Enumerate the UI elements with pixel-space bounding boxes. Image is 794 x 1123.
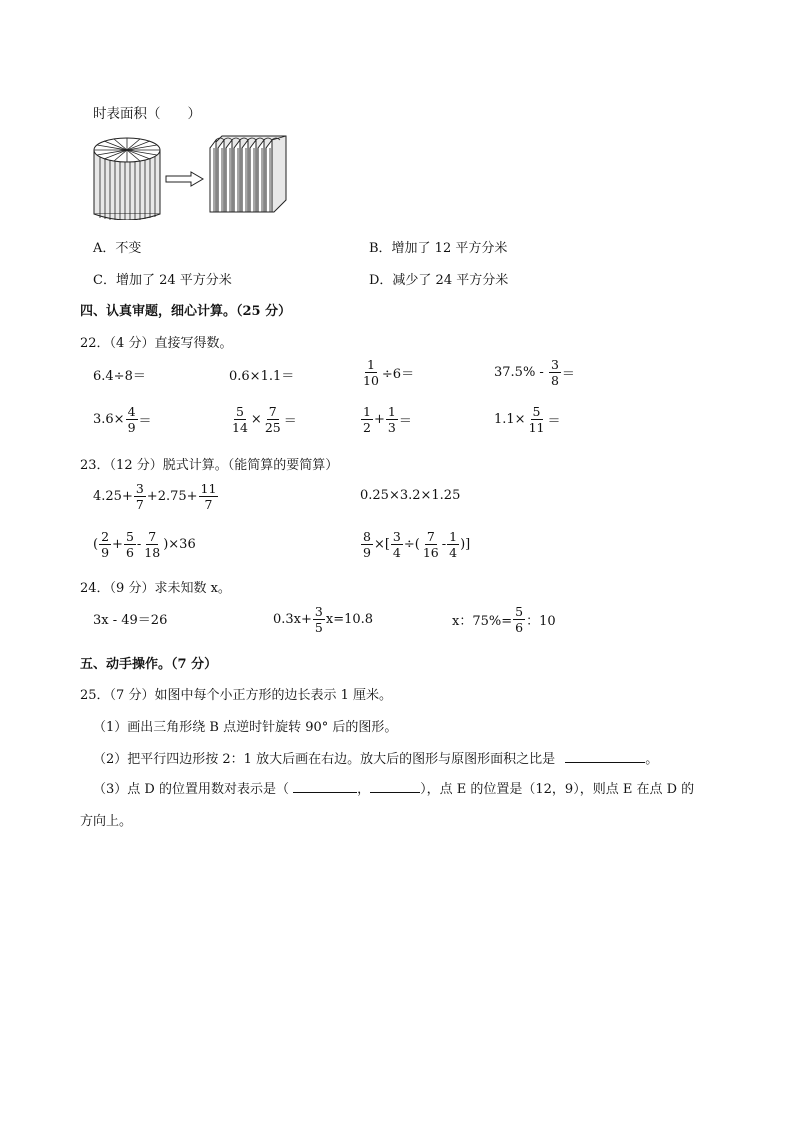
fraction: $\frac{3}{8}$ [550, 357, 559, 389]
q22-item-6: $\frac{5}{14}$ × $\frac{7}{25}$ ＝ [232, 404, 297, 436]
q23-expr-2: 0.25×3.2×1.25 [360, 488, 461, 503]
q23-expr-4: $\frac{8}{9}$ ×[ $\frac{3}{4}$ ÷( $\frac{7}{16}$ - $\frac{1}{4}$ )] [363, 529, 471, 561]
q24-title: 24．（9 分）求未知数 x。 [80, 581, 231, 596]
option-b: B．增加了 12 平方分米 [369, 241, 508, 256]
q22-item-4: 37.5% - $\frac{3}{8}$ ＝ [494, 357, 575, 389]
fraction: $\frac{1}{4}$ [449, 529, 458, 561]
answer-blank[interactable] [565, 750, 645, 763]
section5-title: 五、动手操作。（7 分） [80, 657, 218, 672]
q22-item-7: $\frac{1}{2}$ + $\frac{1}{3}$ ＝ [363, 404, 412, 436]
fraction: $\frac{5}{6}$ [125, 529, 134, 561]
fraction: $\frac{7}{25}$ [264, 404, 281, 436]
answer-blank[interactable] [370, 780, 420, 793]
fraction: $\frac{3}{5}$ [314, 604, 323, 636]
q21-stem-tail: 时表面积（ ） [93, 106, 201, 122]
q25-part-3-cont: 方向上。 [80, 814, 133, 829]
q25-part-2: （2）把平行四边形按 2：1 放大后画在右边。放大后的图形与原图形面积之比是 。 [93, 752, 659, 767]
q23-expr-3: ( $\frac{2}{9}$ + $\frac{5}{6}$ - $\frac{7}{18}$ )×36 [93, 529, 196, 561]
q22-item-5: 3.6× $\frac{4}{9}$ ＝ [93, 404, 152, 436]
fraction: $\frac{5}{6}$ [515, 604, 524, 636]
q22-title: 22．（4 分）直接写得数。 [80, 336, 233, 351]
cylinder-figure [92, 134, 164, 220]
fraction: $\frac{1}{2}$ [363, 404, 371, 436]
fraction: $\frac{1}{10}$ [363, 357, 379, 389]
q24-eq-3: x：75%= $\frac{5}{6}$ ：10 [452, 604, 556, 636]
q25-title: 25．（7 分）如图中每个小正方形的边长表示 1 厘米。 [80, 688, 392, 703]
cuboid-figure [206, 134, 290, 216]
q22-item-1: 6.4÷8＝ [93, 369, 146, 384]
arrow-right-icon [165, 170, 205, 188]
fraction: $\frac{5}{14}$ [232, 404, 248, 436]
fraction: $\frac{8}{9}$ [363, 529, 371, 561]
q23-title: 23．（12 分）脱式计算。（能简算的要简算） [80, 458, 339, 473]
q24-eq-1: 3x - 49＝26 [93, 613, 168, 628]
section4-title: 四、认真审题，细心计算。（25 分） [80, 304, 292, 319]
fraction: $\frac{7}{18}$ [144, 529, 161, 561]
option-a: A．不变 [93, 241, 142, 256]
fraction: $\frac{3}{7}$ [135, 481, 144, 513]
fraction: $\frac{3}{4}$ [392, 529, 401, 561]
q22-item-2: 0.6×1.1＝ [229, 369, 295, 384]
answer-blank[interactable] [293, 780, 357, 793]
q25-part-3: （3）点 D 的位置用数对表示是（ ， ），点 E 的位置是（12，9），则点 E 在点 D 的 [93, 782, 695, 797]
q23-expr-1: 4.25+ $\frac{3}{7}$ +2.75+ $\frac{11}{7}$ [93, 481, 217, 513]
q22-item-8: 1.1× $\frac{5}{11}$ ＝ [494, 404, 561, 436]
fraction: $\frac{5}{11}$ [528, 404, 545, 436]
option-d: D．减少了 24 平方分米 [369, 273, 509, 288]
q24-eq-2: 0.3x+ $\frac{3}{5}$ x=10.8 [273, 604, 374, 636]
q22-item-3: $\frac{1}{10}$ ÷6＝ [363, 357, 415, 389]
fraction: $\frac{4}{9}$ [127, 404, 136, 436]
q25-part-1: （1）画出三角形绕 B 点逆时针旋转 90° 后的图形。 [93, 720, 398, 735]
fraction: $\frac{11}{7}$ [200, 481, 217, 513]
option-c: C．增加了 24 平方分米 [93, 273, 232, 288]
fraction: $\frac{1}{3}$ [387, 404, 396, 436]
fraction: $\frac{7}{16}$ [422, 529, 439, 561]
fraction: $\frac{2}{9}$ [101, 529, 110, 561]
